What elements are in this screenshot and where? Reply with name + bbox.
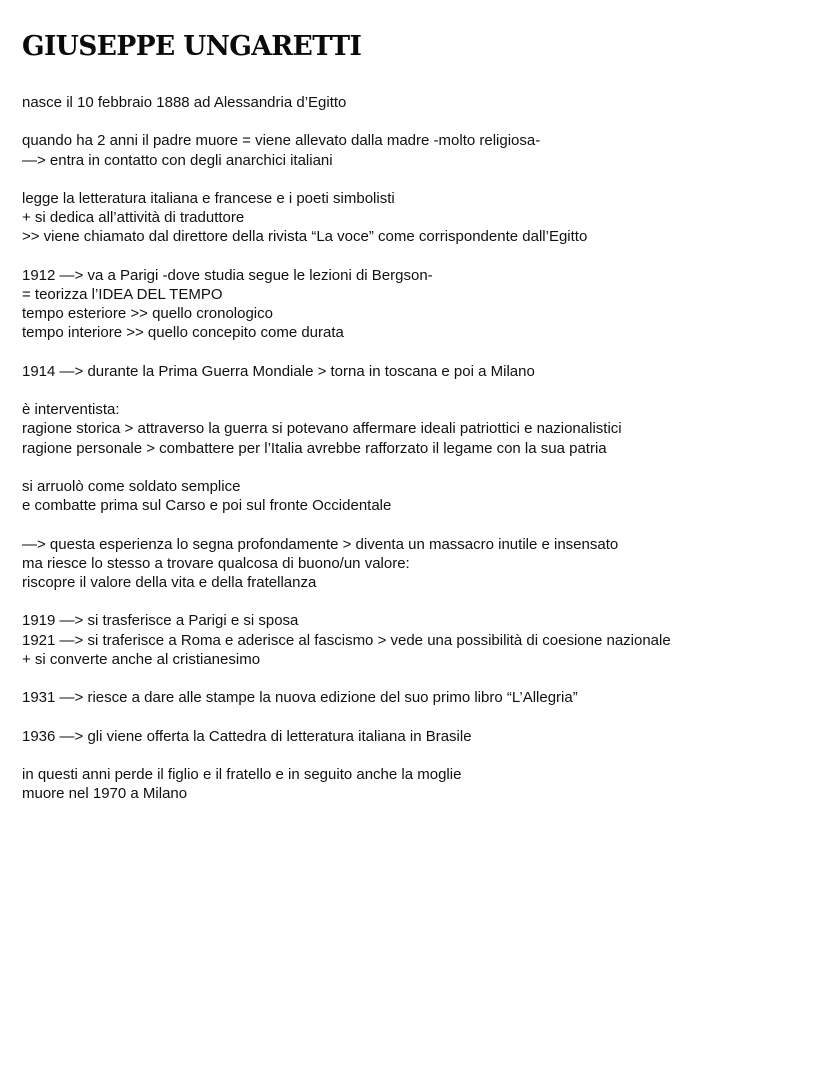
text-line: + si dedica all’attività di traduttore: [22, 209, 245, 227]
text-line: —> questa esperienza lo segna profondamente > diventa un massacro inutile e insensato: [22, 535, 619, 553]
text-line: 1921 —> si traferisce a Roma e aderisce al fascismo > vede una possibilità di coesione nazionale: [22, 631, 671, 649]
text-line: riscopre il valore della vita e della fratellanza: [22, 573, 317, 591]
paragraph-interventista: [22, 400, 671, 458]
text-line: 1919 —> si trasferisce a Parigi e si sposa: [22, 612, 299, 630]
text-line: quando ha 2 anni il padre muore = viene allevato dalla madre -molto religiosa-: [22, 132, 541, 150]
text-line: 1914 —> durante la Prima Guerra Mondiale > torna in toscana e poi a Milano: [22, 362, 535, 380]
text-line: in questi anni perde il figlio e il fratello e in seguito anche la moglie: [22, 765, 462, 783]
paragraph-education: [22, 189, 671, 247]
text-line: 1936 —> gli viene offerta la Cattedra di letteratura italiana in Brasile: [22, 727, 472, 745]
text-line: muore nel 1970 a Milano: [22, 785, 188, 803]
text-line: ma riesce lo stesso a trovare qualcosa di buono/un valore:: [22, 554, 410, 572]
text-line: —> entra in contatto con degli anarchici italiani: [22, 151, 333, 169]
paragraph-birth: [22, 93, 671, 112]
text-line: >> viene chiamato dal direttore della rivista “La voce” come corrispondente dall’Egitto: [22, 228, 588, 246]
text-line: è interventista:: [22, 401, 120, 419]
paragraph-1931: [22, 688, 671, 707]
paragraph-death: [22, 765, 671, 803]
text-line: = teorizza l’IDEA DEL TEMPO: [22, 285, 223, 303]
paragraph-1912: [22, 266, 671, 343]
text-line: si arruolò come soldato semplice: [22, 477, 241, 495]
paragraph-esperienza: [22, 535, 671, 593]
page-title: GIUSEPPE UNGARETTI: [22, 31, 362, 62]
text-line: ragione storica > attraverso la guerra si potevano affermare ideali patriottici e nazionalistici: [22, 420, 622, 438]
paragraph-1914: [22, 362, 671, 381]
text-line: 1931 —> riesce a dare alle stampe la nuova edizione del suo primo libro “L’Allegria”: [22, 689, 578, 707]
paragraph-childhood: [22, 131, 671, 169]
text-line: nasce il 10 febbraio 1888 ad Alessandria d’Egitto: [22, 94, 347, 111]
paragraph-soldato: [22, 477, 671, 515]
paragraph-1936: [22, 727, 671, 746]
text-line: tempo interiore >> quello concepito come durata: [22, 324, 344, 342]
text-line: e combatte prima sul Carso e poi sul fronte Occidentale: [22, 497, 392, 515]
text-line: + si converte anche al cristianesimo: [22, 650, 261, 668]
text-line: 1912 —> va a Parigi -dove studia segue le lezioni di Bergson-: [22, 266, 433, 284]
document-body: [22, 93, 671, 823]
text-line: tempo esteriore >> quello cronologico: [22, 305, 273, 323]
paragraph-1919-1921: [22, 611, 671, 669]
text-line: legge la letteratura italiana e francese e i poeti simbolisti: [22, 189, 395, 207]
text-line: ragione personale > combattere per l’Italia avrebbe rafforzato il legame con la sua patria: [22, 439, 607, 457]
